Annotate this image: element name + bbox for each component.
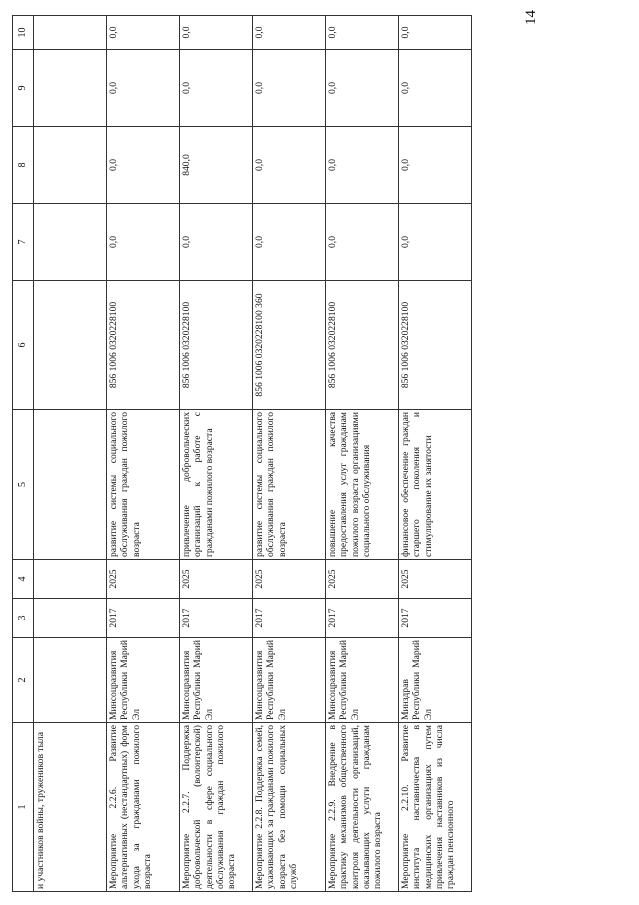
cell-col-1: Мероприятие 2.2.10. Развитие института наставничества в медицинских организациях путем привлечения наставников из числа граждан пенсионного (399, 723, 472, 892)
cell-col-3: 2017 (326, 599, 399, 638)
column-number-1: 1 (13, 723, 34, 892)
cell-col-10: 0,0 (253, 16, 326, 50)
table-row (107, 16, 180, 892)
cell-col-4: 2025 (253, 560, 326, 599)
cell-col-10: 0,0 (107, 16, 180, 50)
cell-col-3: 2017 (399, 599, 472, 638)
cell-col-2: Минсоцразвития Республики Марий Эл (326, 638, 399, 723)
column-number-2: 2 (13, 638, 34, 723)
cell-col-6: 856 1006 0320228100 (180, 281, 253, 410)
column-number-8: 8 (13, 127, 34, 204)
cell-col-10: 0,0 (399, 16, 472, 50)
cell-col-10 (34, 16, 107, 50)
cell-col-6: 856 1006 0320228100 (326, 281, 399, 410)
column-number-row (13, 16, 34, 892)
cell-col-8: 0,0 (253, 127, 326, 204)
column-number-4: 4 (13, 560, 34, 599)
cell-col-9: 0,0 (399, 50, 472, 127)
cell-col-1: Мероприятие 2.2.7. Поддержка добровольческой (волонтерской) деятельности в сфере социального обслуживания граждан пожилого возраста (180, 723, 253, 892)
column-number-3: 3 (13, 599, 34, 638)
cell-col-9: 0,0 (180, 50, 253, 127)
cell-col-6: 856 1006 0320228100 (107, 281, 180, 410)
cell-col-8: 0,0 (399, 127, 472, 204)
cell-col-7: 0,0 (180, 204, 253, 281)
cell-col-4 (34, 560, 107, 599)
page-number: 14 (523, 10, 539, 25)
cell-col-9: 0,0 (253, 50, 326, 127)
cell-col-6 (34, 281, 107, 410)
column-number-10: 10 (13, 16, 34, 50)
cell-col-4: 2025 (399, 560, 472, 599)
cell-col-2: Минздрав Республики Марий Эл (399, 638, 472, 723)
cell-col-9: 0,0 (107, 50, 180, 127)
cell-col-7: 0,0 (107, 204, 180, 281)
cell-col-7 (34, 204, 107, 281)
table-row (34, 16, 107, 892)
cell-col-6: 856 1006 0320228100 360 (253, 281, 326, 410)
cell-col-5: развитие системы социального обслуживания граждан пожилого возраста (107, 410, 180, 560)
cell-col-4: 2025 (326, 560, 399, 599)
table-row (180, 16, 253, 892)
cell-col-2 (34, 638, 107, 723)
cell-col-4: 2025 (107, 560, 180, 599)
cell-col-10: 0,0 (180, 16, 253, 50)
cell-col-1: Мероприятие 2.2.9. Внедрение в практику механизмов общественного контроля деятельности организаций, оказывающих услуги гражданам пожилого возраста (326, 723, 399, 892)
cell-col-7: 0,0 (253, 204, 326, 281)
column-number-7: 7 (13, 204, 34, 281)
cell-col-8: 0,0 (107, 127, 180, 204)
cell-col-5 (34, 410, 107, 560)
cell-col-6: 856 1006 0320228100 (399, 281, 472, 410)
table-row (399, 16, 472, 892)
cell-col-8 (34, 127, 107, 204)
table-row (253, 16, 326, 892)
column-number-9: 9 (13, 50, 34, 127)
cell-col-1: Мероприятие 2.2.6. Развитие альтернативных (нестандартных) форм ухода за гражданами пожилого возраста (107, 723, 180, 892)
cell-col-10: 0,0 (326, 16, 399, 50)
column-number-5: 5 (13, 410, 34, 560)
cell-col-8: 840,0 (180, 127, 253, 204)
column-number-6: 6 (13, 281, 34, 410)
cell-col-1: и участников войны, тружеников тыла (34, 723, 107, 892)
cell-col-9 (34, 50, 107, 127)
cell-col-4: 2025 (180, 560, 253, 599)
cell-col-3: 2017 (253, 599, 326, 638)
program-measures-table (12, 15, 472, 892)
cell-col-1: Мероприятие 2.2.8. Поддержка семей, ухаживающих за гражданами пожилого возраста без помощи социальных служб (253, 723, 326, 892)
cell-col-5: финансовое обеспечение граждан старшего поколения и стимулирование их занятости (399, 410, 472, 560)
cell-col-3: 2017 (107, 599, 180, 638)
cell-col-2: Минсоцразвития Республики Марий Эл (107, 638, 180, 723)
cell-col-3: 2017 (180, 599, 253, 638)
cell-col-7: 0,0 (326, 204, 399, 281)
cell-col-5: повышение качества предоставления услуг гражданам пожилого возраста организациями социального обслуживания (326, 410, 399, 560)
cell-col-5: развитие системы социального обслуживания граждан пожилого возраста (253, 410, 326, 560)
cell-col-8: 0,0 (326, 127, 399, 204)
cell-col-2: Минсоцразвития Республики Марий Эл (180, 638, 253, 723)
cell-col-9: 0,0 (326, 50, 399, 127)
cell-col-2: Минсоцразвития Республики Марий Эл (253, 638, 326, 723)
cell-col-5: привлечение добровольческих организаций к работе с гражданами пожилого возраста (180, 410, 253, 560)
cell-col-3 (34, 599, 107, 638)
cell-col-7: 0,0 (399, 204, 472, 281)
table-row (326, 16, 399, 892)
